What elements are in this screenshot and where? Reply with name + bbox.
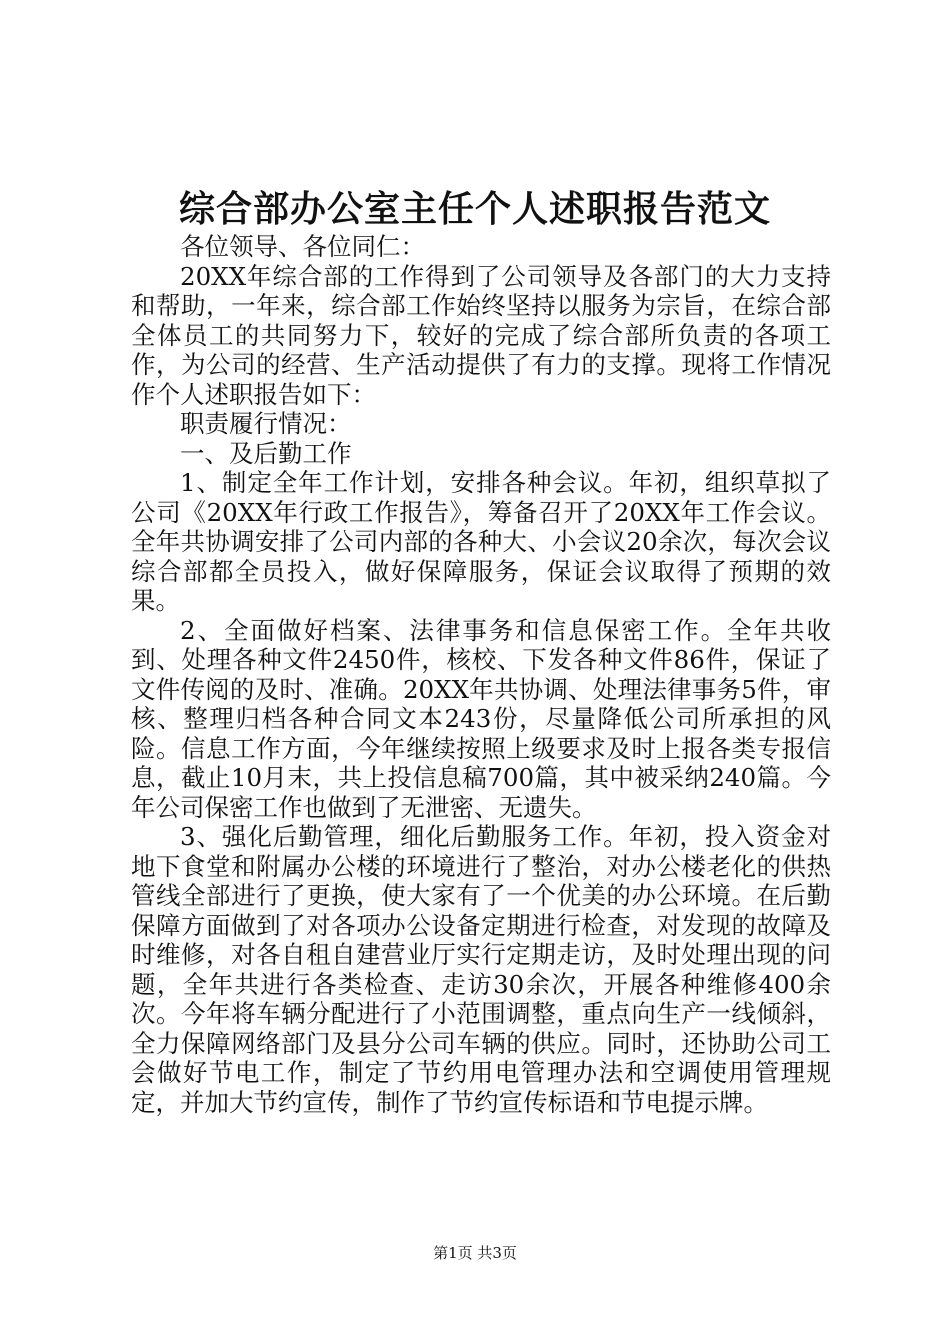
paragraph-duties-heading: 职责履行情况： xyxy=(180,409,352,438)
paragraph-section-heading: 一、及后勤工作 xyxy=(180,438,352,468)
paragraph-salutation: 各位领导、各位同仁： xyxy=(180,232,425,261)
document-body xyxy=(131,232,831,1117)
document-title: 综合部办公室主任个人述职报告范文 xyxy=(178,188,771,230)
paragraph-item-2: 2、全面做好档案、法律事务和信息保密工作。全年共收到、处理各种文件2450件，核校、下发各种文件86件，保证了文件传阅的及时、准确。20XX年共协调、处理法律事务5件，审核、整理归档各种合同文本243份，尽量降低公司所承担的风险。信息工作方面，今年继续按照上级要求及时上报各类专报信息，截止10月末，共上投信息稿700篇，其中被采纳240篇。今年公司保密工作也做到了无泄密、无遗失。 xyxy=(131,615,831,822)
paragraph-item-1: 1、制定全年工作计划，安排各种会议。年初，组织草拟了公司《20XX年行政工作报告》，筹备召开了20XX年工作会议。全年共协调安排了公司内部的各种大、小会议20余次，每次会议综合部都全员投入，做好保障服务，保证会议取得了预期的效果。 xyxy=(131,468,831,615)
paragraph-item-3: 3、强化后勤管理，细化后勤服务工作。年初，投入资金对地下食堂和附属办公楼的环境进行了整治，对办公楼老化的供热管线全部进行了更换，使大家有了一个优美的办公环境。在后勤保障方面做到了对各项办公设备定期进行检查，对发现的故障及时维修，对各自租自建营业厅实行定期走访，及时处理出现的问题，全年共进行各类检查、走访30余次，开展各种维修400余次。今年将车辆分配进行了小范围调整，重点向生产一线倾斜，全力保障网络部门及县分公司车辆的供应。同时，还协助公司工会做好节电工作，制定了节约用电管理办法和空调使用管理规定，并加大节约宣传，制作了节约宣传标语和节电提示牌。 xyxy=(131,822,831,1117)
page-footer: 第1页 共3页 xyxy=(433,1244,517,1262)
paragraph-intro: 20XX年综合部的工作得到了公司领导及各部门的大力支持和帮助，一年来，综合部工作始终坚持以服务为宗旨，在综合部全体员工的共同努力下，较好的完成了综合部所负责的各项工作，为公司的经营、生产活动提供了有力的支撑。现将工作情况作个人述职报告如下： xyxy=(131,261,831,409)
